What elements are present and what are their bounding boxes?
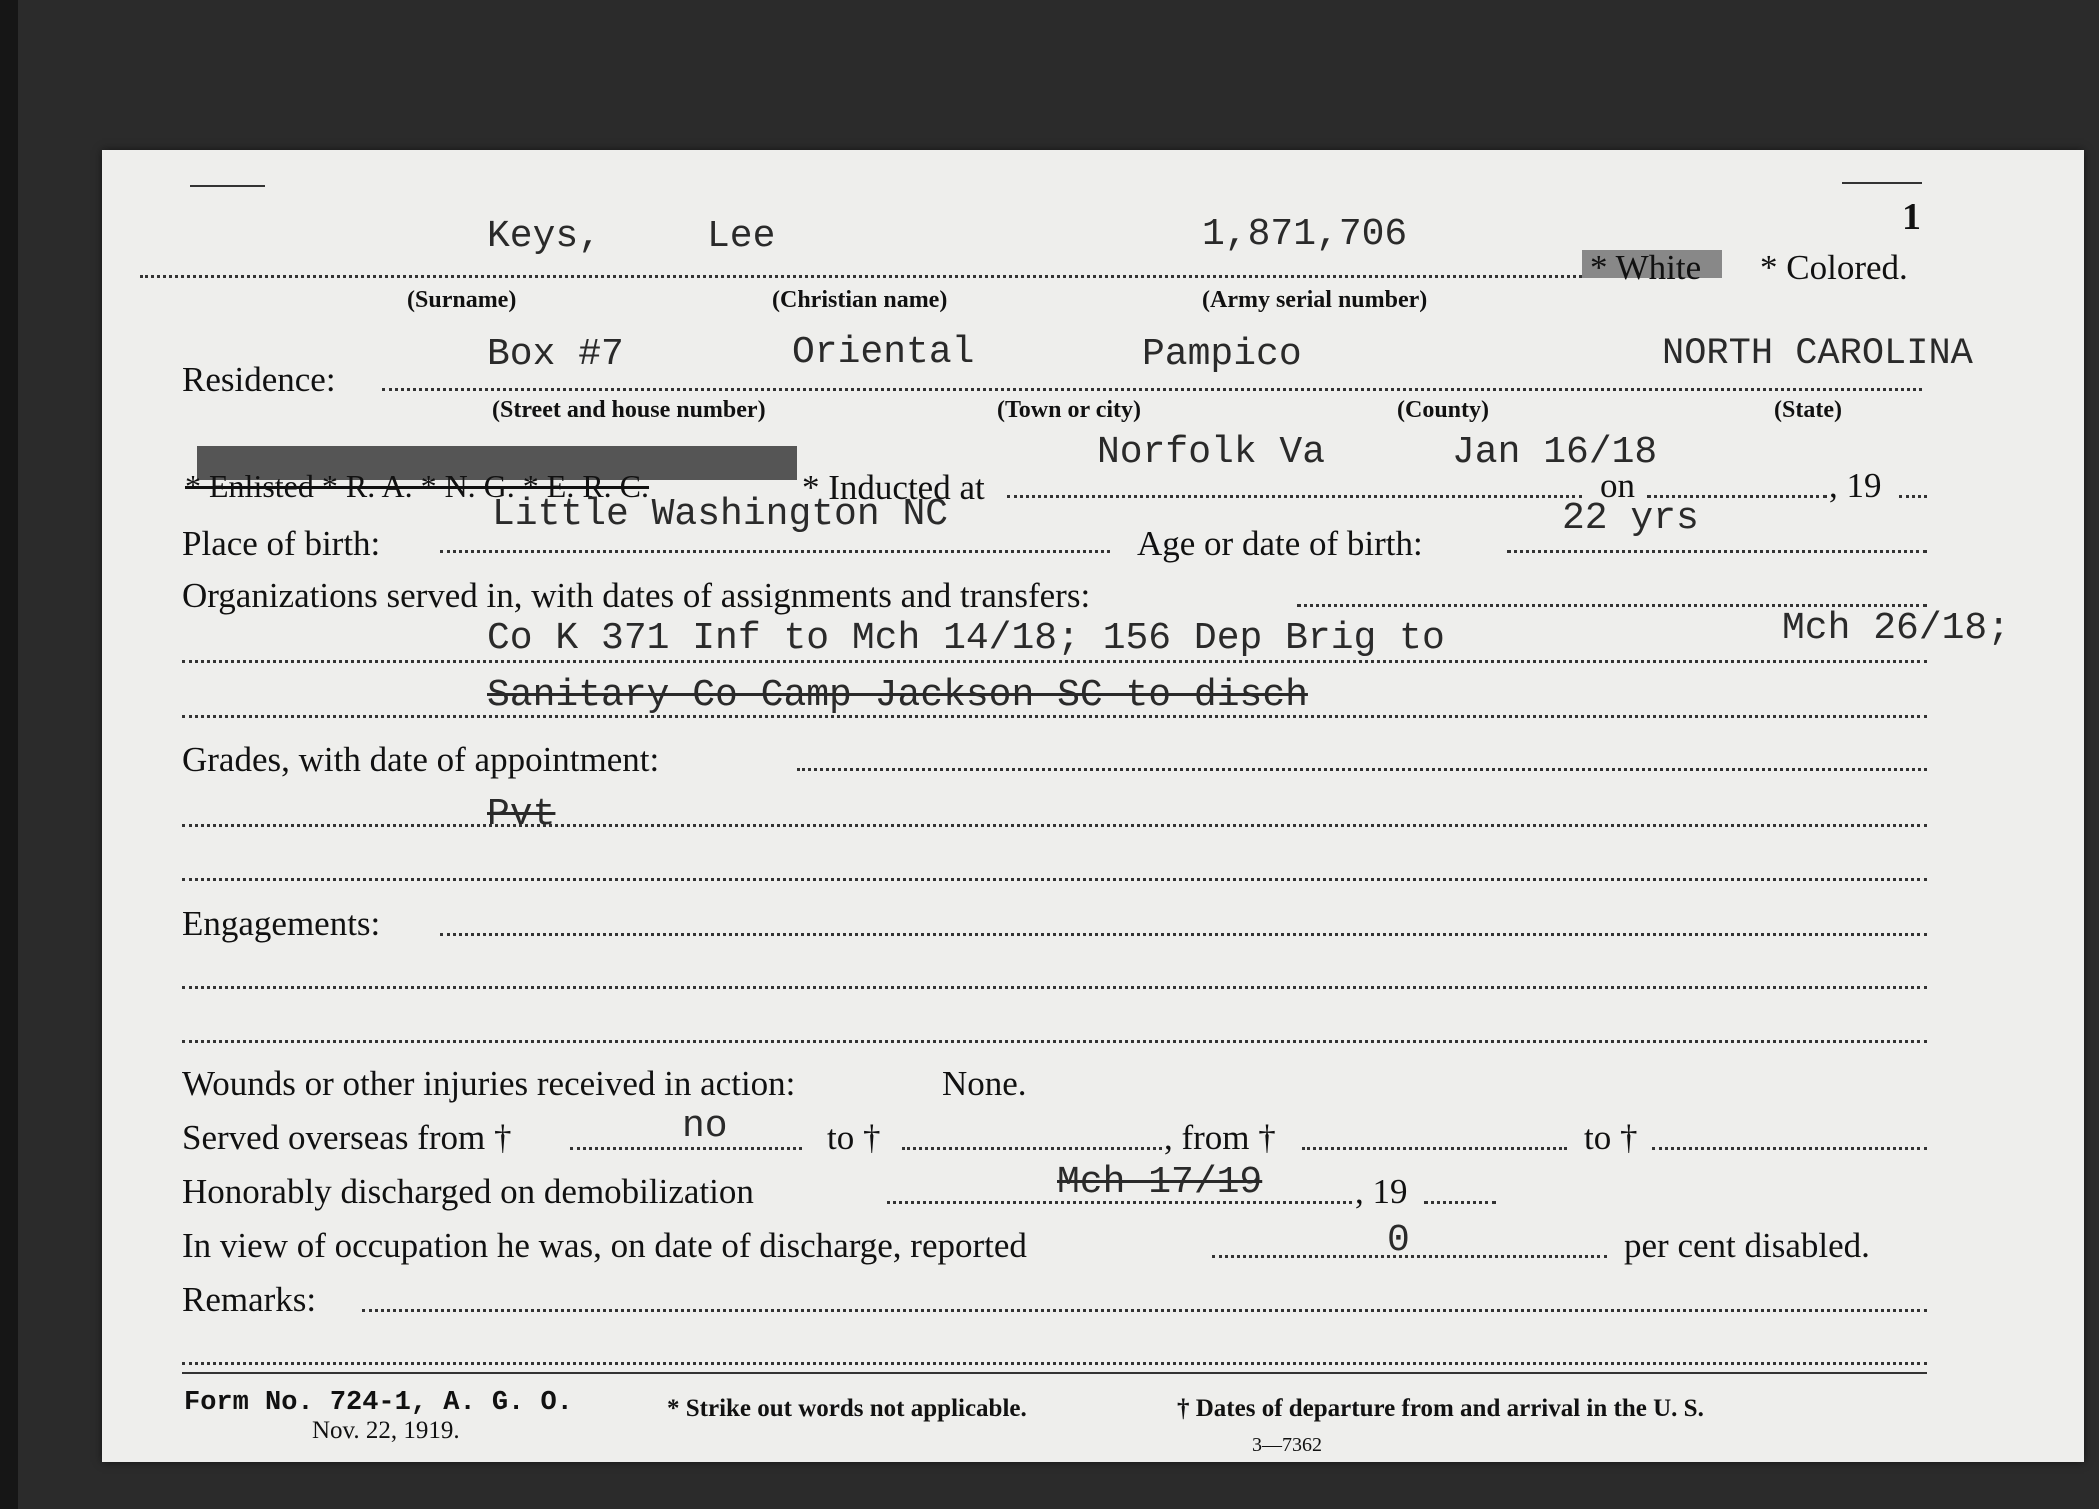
place-of-birth-value: Little Washington NC: [492, 493, 949, 536]
organizations-line2: Sanitary Co Camp Jackson SC to disch: [487, 674, 1308, 717]
remarks-label: Remarks:: [182, 1280, 317, 1319]
organizations-line2-rule: [182, 715, 1927, 718]
year-label: , 19: [1829, 466, 1882, 505]
overseas-to-label: to †: [827, 1118, 881, 1157]
grade-rule-2: [182, 878, 1927, 881]
christian-name-caption: (Christian name): [772, 287, 948, 313]
inducted-place-value: Norfolk Va: [1097, 431, 1326, 474]
engagements-label: Engagements:: [182, 904, 381, 943]
engagements-rule-3: [182, 1040, 1927, 1043]
serial-caption: (Army serial number): [1202, 287, 1428, 313]
county-value: Pampico: [1142, 333, 1302, 376]
disability-label: In view of occupation he was, on date of discharge, reported: [182, 1226, 1027, 1265]
age-line: [1507, 550, 1927, 553]
wounds-value: None.: [942, 1064, 1027, 1103]
serial-number-value: 1,871,706: [1202, 213, 1408, 256]
inducted-label: * Inducted at: [802, 468, 985, 507]
discharge-date-value: Mch 17/19: [1057, 1161, 1263, 1204]
surname-value: Keys,: [487, 215, 602, 258]
inducted-line: [1007, 495, 1582, 498]
state-caption: (State): [1774, 397, 1842, 423]
surname-caption: (Surname): [407, 287, 517, 313]
race-colored: * Colored.: [1760, 248, 1908, 287]
age-value: 22 yrs: [1562, 497, 1699, 540]
inducted-date-value: Jan 16/18: [1452, 431, 1658, 474]
grades-label: Grades, with date of appointment:: [182, 740, 660, 779]
year-line: [1899, 495, 1927, 498]
remarks-line: [362, 1309, 1927, 1312]
wounds-label: Wounds or other injuries received in action:: [182, 1064, 796, 1103]
residence-line: [382, 388, 1922, 391]
overseas-label: Served overseas from †: [182, 1118, 512, 1157]
race-white: * White: [1590, 248, 1702, 287]
service-record-card: [102, 150, 2084, 1462]
disability-suffix: per cent disabled.: [1624, 1226, 1870, 1265]
christian-name-value: Lee: [707, 215, 776, 258]
card-number: 1: [1902, 196, 1921, 238]
enlisted-options: * Enlisted * R. A. * N. G. * E. R. C.: [185, 468, 650, 504]
grade-value: Pvt: [487, 793, 556, 836]
organizations-label: Organizations served in, with dates of assignments and transfers:: [182, 576, 1091, 615]
town-value: Oriental: [792, 331, 975, 374]
discharge-year-label: , 19: [1355, 1172, 1408, 1211]
name-line: [140, 275, 1690, 278]
birth-place-line: [440, 550, 1110, 553]
place-of-birth-label: Place of birth:: [182, 524, 381, 563]
form-number: Form No. 724-1, A. G. O.: [184, 1388, 573, 1418]
organizations-line1-rule: [182, 660, 1927, 663]
state-value: NORTH CAROLINA: [1662, 333, 1973, 375]
age-label: Age or date of birth:: [1137, 524, 1423, 563]
scan-edge: [0, 0, 18, 1509]
overseas-from2-line: [1302, 1147, 1567, 1150]
remarks-line-2: [182, 1362, 1927, 1365]
on-label: on: [1600, 466, 1635, 505]
discharge-year-line: [1424, 1201, 1496, 1204]
overseas-to2-label: to †: [1584, 1118, 1638, 1157]
disability-value: 0: [1387, 1219, 1410, 1262]
overseas-to2-line: [1652, 1147, 1927, 1150]
grade-rule: [182, 824, 1927, 827]
top-rule: [190, 185, 265, 187]
grades-line: [797, 768, 1927, 771]
footer-rule: [182, 1372, 1927, 1374]
town-caption: (Town or city): [997, 397, 1141, 423]
residence-label: Residence:: [182, 360, 336, 399]
strike-note: * Strike out words not applicable.: [667, 1395, 1027, 1422]
discharge-label: Honorably discharged on demobilization: [182, 1172, 754, 1211]
county-caption: (County): [1397, 397, 1490, 423]
street-value: Box #7: [487, 333, 624, 376]
engagements-line: [440, 933, 1927, 936]
dates-note: † Dates of departure from and arrival in the U. S.: [1177, 1395, 1704, 1422]
engagements-rule-2: [182, 986, 1927, 989]
print-code: 3—7362: [1252, 1434, 1322, 1456]
organizations-line1: Co K 371 Inf to Mch 14/18; 156 Dep Brig to: [487, 617, 1445, 660]
overseas-from-value: no: [682, 1105, 728, 1148]
top-rule-right: [1842, 182, 1922, 184]
overseas-to-line: [902, 1147, 1162, 1150]
street-caption: (Street and house number): [492, 397, 766, 423]
organizations-line1-end: Mch 26/18;: [1782, 607, 2011, 650]
overseas-from2-label: , from †: [1164, 1118, 1276, 1157]
form-date: Nov. 22, 1919.: [312, 1417, 460, 1444]
